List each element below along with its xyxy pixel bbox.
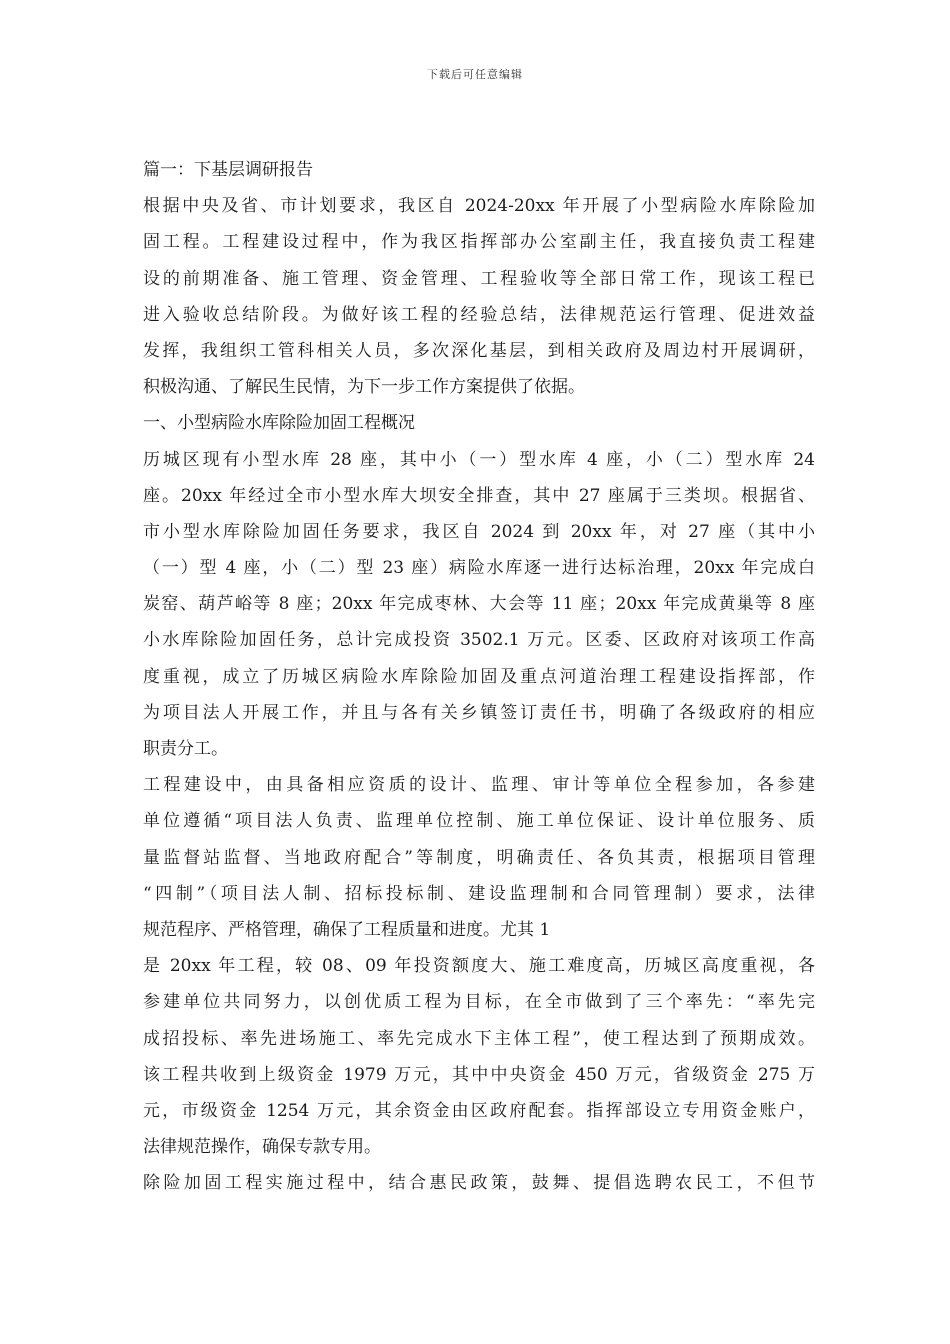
text-line: 是 20xx 年工程，较 08、09 年投资额度大、施工难度高，历城区高度重视，各 — [143, 956, 815, 977]
text-line: 固工程。工程建设过程中，作为我区指挥部办公室副主任，我直接负责工程建 — [143, 232, 815, 253]
text-line: 积极沟通、了解民生民情，为下一步工作方案提供了依据。 — [143, 377, 585, 398]
text-line: 职责分工。 — [143, 739, 228, 759]
text-line: 该工程共收到上级资金 1979 万元，其中中央资金 450 万元，省级资金 275 万 — [143, 1064, 815, 1085]
text-line: 参建单位共同努力，以创优质工程为目标，在全市做到了三个率先：“率先完 — [143, 992, 815, 1013]
text-line: 量监督站监督、当地政府配合”等制度，明确责任、各负其责，根据项目管理 — [143, 847, 815, 868]
text-line: 设的前期准备、施工管理、资金管理、工程验收等全部日常工作，现该工程已 — [143, 268, 815, 289]
text-line: 单位遵循“项目法人负责、监理单位控制、施工单位保证、设计单位服务、质 — [143, 811, 815, 832]
text-line: 小水库除险加固任务，总计完成投资 3502.1 万元。区委、区政府对该项工作高 — [143, 630, 815, 651]
text-line: 成招投标、率先进场施工、率先完成水下主体工程”，使工程达到了预期成效。 — [143, 1028, 815, 1049]
text-line: 进入验收总结阶段。为做好该工程的经验总结，法律规范运行管理、促进效益 — [143, 304, 815, 325]
text-line: “四制”（项目法人制、招标投标制、建设监理制和合同管理制）要求，法律 — [143, 883, 815, 904]
section-heading: 篇一：下基层调研报告 — [143, 160, 313, 180]
text-line: 规范程序、严格管理，确保了工程质量和进度。尤其 1 — [143, 919, 551, 940]
section-heading: 一、小型病险水库除险加固工程概况 — [143, 413, 415, 434]
text-line: 炭窑、葫芦峪等 8 座；20xx 年完成枣林、大会等 11 座；20xx 年完成黄巢等 8 座 — [143, 594, 815, 615]
text-line: 除险加固工程实施过程中，结合惠民政策，鼓舞、提倡选聘农民工，不但节 — [143, 1173, 815, 1194]
text-line: 法律规范操作，确保专款专用。 — [143, 1137, 381, 1158]
text-line: 元，市级资金 1254 万元，其余资金由区政府配套。指挥部设立专用资金账户， — [143, 1100, 815, 1121]
text-line: 度重视，成立了历城区病险水库除险加固及重点河道治理工程建设指挥部，作 — [143, 666, 815, 687]
text-line: 市小型水库除险加固任务要求，我区自 2024 到 20xx 年，对 27 座（其中小 — [143, 521, 815, 542]
text-line: 历城区现有小型水库 28 座，其中小（一）型水库 4 座，小（二）型水库 24 — [143, 449, 815, 470]
text-line: （一）型 4 座，小（二）型 23 座）病险水库逐一进行达标治理，20xx 年完成白 — [143, 558, 815, 579]
text-line: 工程建设中，由具备相应资质的设计、监理、审计等单位全程参加，各参建 — [143, 775, 815, 796]
page-header: 下载后可任意编辑 — [427, 68, 523, 81]
text-line: 根据中央及省、市计划要求，我区自 2024-20xx 年开展了小型病险水库除险加 — [143, 196, 815, 217]
document-body — [143, 152, 815, 1201]
text-line: 发挥，我组织工管科相关人员，多次深化基层，到相关政府及周边村开展调研， — [143, 340, 815, 361]
text-line: 座。20xx 年经过全市小型水库大坝安全排查，其中 27 座属于三类坝。根据省、 — [143, 485, 815, 506]
text-line: 为项目法人开展工作，并且与各有关乡镇签订责任书，明确了各级政府的相应 — [143, 702, 815, 723]
